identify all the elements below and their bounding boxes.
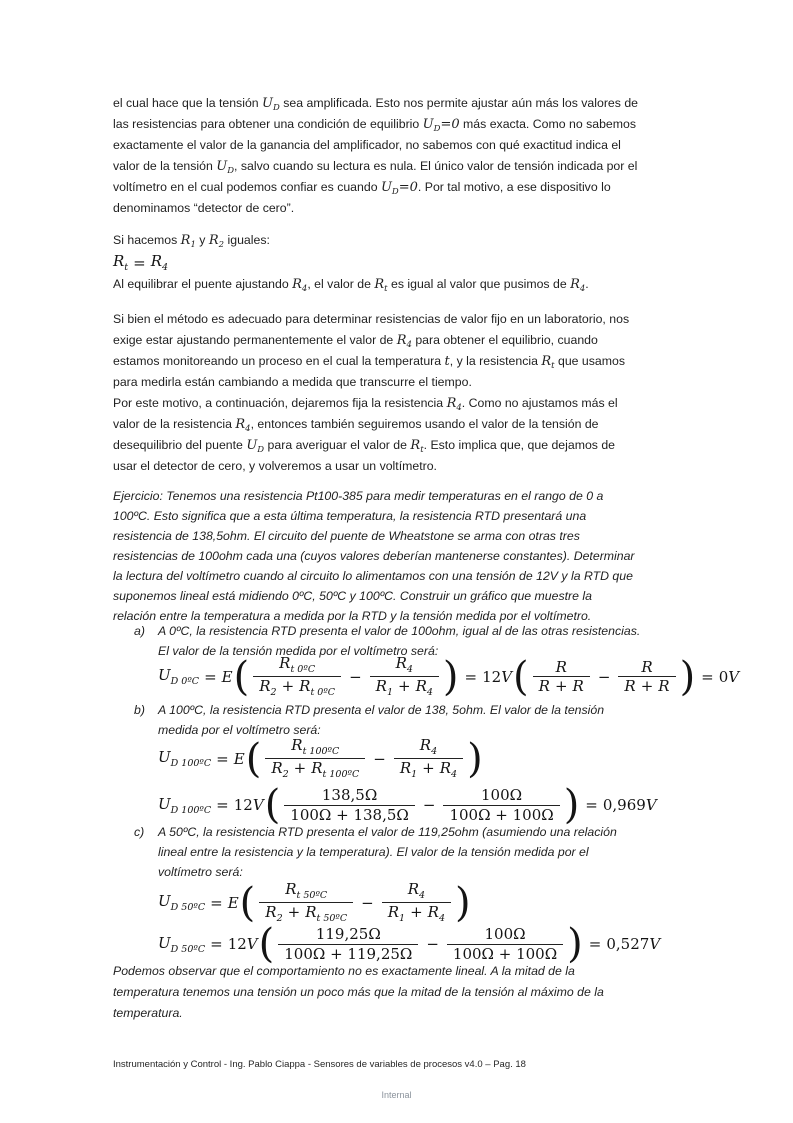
text-line bbox=[113, 982, 604, 1003]
math-text: 12 bbox=[227, 935, 247, 953]
fraction-denominator bbox=[394, 758, 463, 781]
math-text: 100Ω + 100Ω bbox=[449, 805, 554, 824]
fraction-numerator bbox=[278, 925, 418, 944]
math-symbol: $R_4$ bbox=[395, 654, 413, 675]
math-symbol: R bbox=[572, 677, 584, 696]
math-subscript: D 100ºC bbox=[170, 758, 212, 770]
fraction-denominator bbox=[253, 676, 341, 699]
text-line bbox=[113, 230, 270, 251]
text-line bbox=[113, 961, 604, 982]
inline-math: $R_t$ bbox=[374, 277, 388, 294]
text-run: . Como no ajustamos más el bbox=[461, 396, 618, 410]
text-run: El valor de la tensión medida por el voltímetro será: bbox=[158, 644, 439, 658]
text-run: A 0ºC, la resistencia RTD presenta el valor de 100ohm, igual al de las otras resistencias. bbox=[158, 624, 641, 638]
text-run: es igual al valor que pusimos de bbox=[387, 277, 571, 291]
math-subscript: t 100ºC bbox=[322, 769, 360, 781]
math-text: 100Ω + 119,25Ω bbox=[284, 944, 413, 963]
math-subscript: 4 bbox=[162, 262, 169, 273]
math-subscript: t 100ºC bbox=[302, 746, 340, 757]
math-text: = bbox=[216, 796, 229, 814]
math-symbol: $U_{D 50ºC}$ bbox=[158, 892, 206, 914]
math-symbol: $R_4$ bbox=[419, 736, 438, 757]
math-subscript: 4 bbox=[456, 403, 462, 413]
inline-math: t bbox=[444, 354, 450, 369]
fraction bbox=[284, 786, 415, 824]
math-symbol: E bbox=[221, 667, 233, 686]
text-run: , y la resistencia bbox=[449, 354, 542, 368]
math-subscript: t 0ºC bbox=[290, 664, 316, 675]
math-text: 0,969 bbox=[602, 796, 646, 814]
inline-math: $R_4$ bbox=[396, 333, 412, 350]
inline-math: $R_4$ bbox=[570, 277, 586, 294]
math-subscript: D bbox=[273, 103, 280, 113]
text-run: temperatura. bbox=[113, 1006, 183, 1020]
fraction bbox=[259, 880, 353, 926]
math-symbol: $U_{D 100ºC}$ bbox=[158, 748, 212, 770]
list-item-b bbox=[113, 700, 604, 740]
inline-math: $R_4$ bbox=[446, 396, 462, 413]
math-subscript: 4 bbox=[438, 913, 445, 925]
math-text: + bbox=[281, 677, 295, 696]
text-run: resistencia de 138,5ohm. El circuito del puente de Wheatstone se arma con otras tres bbox=[113, 529, 580, 543]
fraction bbox=[394, 736, 463, 782]
text-line bbox=[113, 114, 638, 135]
math-symbol: $R_{t 50ºC}$ bbox=[305, 903, 348, 925]
text-run: Podemos observar que el comportamiento no es exactamente lineal. A la mitad de la bbox=[113, 964, 575, 978]
fraction-denominator bbox=[265, 758, 365, 781]
text-run: usar el detector de cero, y volveremos a usar un voltímetro. bbox=[113, 459, 437, 473]
fraction bbox=[618, 658, 675, 696]
text-run: exige estar ajustando permanentemente el valor de bbox=[113, 333, 397, 347]
fraction-numerator bbox=[394, 736, 463, 758]
fraction-numerator bbox=[533, 658, 590, 677]
text-line bbox=[158, 621, 640, 641]
fraction bbox=[382, 880, 451, 926]
text-run: que usamos bbox=[554, 354, 625, 368]
math-symbol: $U_{D 0ºC}$ bbox=[158, 666, 200, 688]
parenthesis: ( bbox=[239, 879, 256, 926]
math-symbol: E bbox=[227, 893, 239, 912]
math-symbol: $R_2$ bbox=[271, 759, 289, 781]
equation-c2 bbox=[158, 922, 660, 966]
text-run: voltímetro será: bbox=[158, 865, 243, 879]
fraction-denominator bbox=[618, 676, 675, 696]
text-run: , el valor de bbox=[307, 277, 375, 291]
math-subscript: t 0ºC bbox=[310, 687, 336, 699]
text-line bbox=[113, 177, 638, 198]
math-text: = bbox=[204, 667, 217, 686]
parenthesis: ( bbox=[258, 921, 275, 967]
text-run: Si bien el método es adecuado para determinar resistencias de valor fijo en un laboratorio, nos bbox=[113, 312, 630, 326]
math-symbol: $R_4$ bbox=[407, 880, 426, 901]
text-line bbox=[113, 198, 638, 219]
classification-label: Internal bbox=[381, 1090, 412, 1100]
text-run: valor de la tensión bbox=[113, 159, 217, 173]
math-subscript: 4 bbox=[406, 340, 412, 350]
math-text: 100Ω bbox=[484, 925, 526, 943]
math-symbol: E bbox=[233, 749, 245, 768]
text-line bbox=[113, 93, 638, 114]
math-text: + bbox=[422, 759, 435, 778]
math-text: + bbox=[554, 677, 568, 696]
text-lines bbox=[113, 230, 270, 251]
list-marker: a) bbox=[134, 624, 145, 638]
parenthesis: ( bbox=[245, 735, 262, 782]
text-run: suponemos lineal está midiendo 0ºC, 50ºC y 100ºC. Construir un gráfico que muestre la bbox=[113, 589, 592, 603]
math-text: = bbox=[585, 796, 598, 814]
math-symbol: $R_{t 50ºC}$ bbox=[285, 880, 328, 901]
math-text: − bbox=[422, 796, 436, 814]
text-run: , entonces también seguiremos usando el valor de la tensión de bbox=[250, 417, 599, 431]
math-subscript: 2 bbox=[218, 240, 225, 250]
text-run: Ejercicio: Tenemos una resistencia Pt100-385 para medir temperaturas en el rango de 0 a bbox=[113, 489, 604, 503]
parenthesis: ) bbox=[467, 735, 483, 782]
equation-rt-r4 bbox=[113, 252, 168, 273]
text-line bbox=[158, 842, 617, 862]
text-line bbox=[113, 586, 635, 606]
fraction-numerator bbox=[447, 925, 563, 944]
text-run: . bbox=[585, 277, 589, 291]
text-line bbox=[113, 526, 635, 546]
inline-math: $R_1$ bbox=[180, 233, 196, 250]
fraction-denominator bbox=[533, 676, 590, 696]
math-subscript: t bbox=[124, 262, 129, 273]
math-symbol: R bbox=[624, 677, 636, 696]
paragraph-conclusion bbox=[113, 961, 604, 1024]
math-symbol: $R_{t 0ºC}$ bbox=[299, 677, 336, 699]
text-run: A 100ºC, la resistencia RTD presenta el valor de 138, 5ohm. El valor de la tensión bbox=[158, 703, 605, 717]
math-text: = bbox=[216, 749, 229, 768]
parenthesis: ( bbox=[233, 653, 250, 700]
math-symbol: $R_{t 100ºC}$ bbox=[291, 736, 340, 757]
math-text: + bbox=[287, 903, 301, 922]
text-line bbox=[113, 435, 618, 456]
math-subscript: t 50ºC bbox=[296, 890, 328, 901]
math-subscript: 4 bbox=[406, 664, 413, 675]
math-symbol: V bbox=[501, 667, 513, 686]
list-marker: c) bbox=[134, 825, 145, 839]
fraction bbox=[265, 736, 365, 782]
math-subscript: 4 bbox=[245, 424, 251, 434]
text-run: valor de la resistencia bbox=[113, 417, 236, 431]
math-text: 0,527 bbox=[606, 935, 650, 953]
text-run: exactamente el valor de la ganancia del amplificador, no sabemos con qué exactitud indica el bbox=[113, 138, 621, 152]
math-subscript: 1 bbox=[386, 687, 393, 699]
equation-c1 bbox=[158, 880, 472, 926]
text-run: y bbox=[195, 233, 209, 247]
inline-math: $U_D=0$ bbox=[380, 180, 418, 197]
fraction-numerator bbox=[284, 786, 415, 805]
math-subscript: t bbox=[420, 445, 424, 455]
math-subscript: D bbox=[257, 445, 265, 455]
fraction-numerator bbox=[253, 654, 341, 676]
math-text: + bbox=[410, 903, 423, 922]
math-text: = bbox=[210, 935, 223, 953]
text-run: denominamos “detector de cero”. bbox=[113, 201, 295, 215]
text-line bbox=[113, 156, 638, 177]
text-run: el cual hace que la tensión bbox=[113, 96, 263, 110]
text-lines bbox=[113, 309, 629, 393]
fraction bbox=[253, 654, 341, 700]
text-line bbox=[113, 351, 629, 372]
math-symbol: $U_{D 100ºC}$ bbox=[158, 794, 212, 816]
math-text: = bbox=[701, 667, 714, 686]
math-text: 100Ω bbox=[481, 786, 523, 804]
math-symbol: $R_{t 100ºC}$ bbox=[311, 759, 360, 781]
math-text: 100Ω + 100Ω bbox=[452, 944, 558, 963]
math-subscript: D 0ºC bbox=[170, 676, 200, 688]
text-run: Al equilibrar el puente ajustando bbox=[113, 277, 293, 291]
text-line bbox=[158, 862, 617, 882]
text-line bbox=[158, 822, 617, 842]
text-run: las resistencias para obtener una condición de equilibrio bbox=[113, 117, 423, 131]
paragraph-por-este-motivo bbox=[113, 393, 618, 477]
math-text: 138,5Ω bbox=[321, 786, 378, 804]
math-text: + bbox=[293, 759, 307, 778]
text-run: medida por el voltímetro será: bbox=[158, 723, 321, 737]
math-symbol: $R_4$ bbox=[439, 759, 458, 781]
math-symbol: $R_4$ bbox=[427, 903, 445, 925]
math-subscript: D 100ºC bbox=[170, 804, 212, 816]
fraction-numerator bbox=[618, 658, 675, 677]
paragraph-si-hacemos bbox=[113, 230, 270, 251]
text-line bbox=[113, 274, 589, 295]
text-lines bbox=[113, 961, 604, 1024]
math-subscript: 4 bbox=[451, 769, 458, 781]
text-run: para medirla están cambiando a medida que transcurre el tiempo. bbox=[113, 375, 472, 389]
text-line bbox=[113, 566, 635, 586]
text-run: A 50ºC, la resistencia RTD presenta el valor de 119,25ohm (asumiendo una relación bbox=[158, 825, 617, 839]
math-symbol: R bbox=[538, 677, 550, 696]
math-text: 12 bbox=[482, 667, 502, 686]
math-symbol: $R_2$ bbox=[265, 903, 283, 925]
list-marker: b) bbox=[134, 703, 145, 717]
math-symbol: $R_4$ bbox=[415, 677, 433, 699]
text-run: voltímetro en el cual podemos confiar es cuando bbox=[113, 180, 381, 194]
math-subscript: D bbox=[433, 124, 441, 134]
text-run: desequilibrio del puente bbox=[113, 438, 247, 452]
math-text: = bbox=[210, 893, 223, 912]
text-run: más exacta. Como no sabemos bbox=[459, 117, 636, 131]
text-line bbox=[113, 486, 635, 506]
math-subscript: 1 bbox=[399, 913, 406, 925]
math-text: − bbox=[597, 667, 611, 686]
text-run: , salvo cuando su lectura es nula. El único valor de tensión indicada por el bbox=[234, 159, 638, 173]
text-run: para averiguar el valor de bbox=[264, 438, 411, 452]
math-text: 100Ω + 138,5Ω bbox=[290, 805, 409, 824]
math-subscript: 2 bbox=[270, 687, 277, 699]
math-text: − bbox=[361, 893, 374, 912]
math-symbol: R bbox=[658, 677, 670, 696]
math-text: 12 bbox=[233, 796, 253, 814]
inline-math: $U_D=0$ bbox=[422, 117, 460, 134]
text-line bbox=[113, 330, 629, 351]
math-symbol: $R_{t 0ºC}$ bbox=[279, 654, 316, 675]
fraction-numerator bbox=[443, 786, 559, 805]
math-symbol: $R_t$ bbox=[113, 252, 129, 273]
math-text: − bbox=[349, 667, 362, 686]
math-text: = bbox=[464, 667, 478, 686]
text-lines bbox=[113, 486, 635, 626]
math-text: 119,25Ω bbox=[315, 925, 381, 943]
text-line bbox=[113, 506, 635, 526]
math-text: = bbox=[133, 253, 146, 272]
text-run: 100ºC. Esto significa que a esta última temperatura, la resistencia RTD presentará una bbox=[113, 509, 587, 523]
inline-math: $R_t$ bbox=[410, 438, 424, 455]
fraction bbox=[370, 654, 439, 700]
text-run: iguales: bbox=[224, 233, 270, 247]
math-symbol: V bbox=[728, 667, 740, 686]
math-subscript: 1 bbox=[411, 769, 418, 781]
list-item-c bbox=[113, 822, 617, 882]
parenthesis: ) bbox=[563, 782, 580, 828]
paragraph-intro bbox=[113, 93, 638, 219]
math-text: − bbox=[373, 749, 386, 768]
text-run: la lectura del voltímetro cuando al circuito lo alimentamos con una tensión de 12V y la RTD que bbox=[113, 569, 633, 583]
math-symbol: $U_{D 50ºC}$ bbox=[158, 933, 206, 955]
inline-math: $R_2$ bbox=[208, 233, 225, 250]
math-symbol: V bbox=[649, 935, 661, 953]
text-run: . Esto implica que, que dejamos de bbox=[423, 438, 616, 452]
text-lines bbox=[158, 700, 604, 740]
text-lines bbox=[113, 274, 589, 295]
parenthesis: ( bbox=[513, 653, 529, 700]
math-subscript: D 50ºC bbox=[170, 902, 206, 914]
math-subscript: t bbox=[384, 284, 388, 294]
text-run: relación entre la temperatura a medida por la RTD y la tensión medida por el voltímetro. bbox=[113, 609, 592, 623]
text-line bbox=[113, 546, 635, 566]
math-text: + bbox=[640, 677, 654, 696]
math-symbol: V bbox=[246, 935, 258, 953]
parenthesis: ) bbox=[679, 653, 696, 700]
text-line bbox=[113, 135, 638, 156]
fraction bbox=[278, 925, 418, 963]
text-run: resistencias de 100ohm cada una (cuyos valores deberían mantenerse constantes). Determinar bbox=[113, 549, 635, 563]
text-line bbox=[113, 1003, 604, 1024]
text-run: estamos monitoreando un proceso en el cual la temperatura bbox=[113, 354, 445, 368]
fraction-numerator bbox=[265, 736, 365, 758]
math-symbol: V bbox=[645, 796, 657, 814]
inline-math: $U_D$ bbox=[246, 438, 265, 455]
math-subscript: t 50ºC bbox=[316, 913, 348, 925]
fraction bbox=[447, 925, 563, 963]
text-run: lineal entre la resistencia y la temperatura). El valor de la tensión medida por el bbox=[158, 845, 589, 859]
equation-a bbox=[158, 654, 739, 700]
parenthesis: ) bbox=[567, 921, 583, 967]
text-line bbox=[113, 309, 629, 330]
math-subscript: 4 bbox=[301, 284, 308, 294]
math-subscript: 4 bbox=[579, 284, 586, 294]
math-symbol: $R_4$ bbox=[150, 252, 169, 273]
inline-math: $R_t$ bbox=[541, 354, 555, 371]
math-subscript: 1 bbox=[190, 240, 196, 250]
math-symbol: $R_1$ bbox=[387, 903, 406, 925]
math-symbol: R bbox=[555, 657, 567, 676]
text-lines bbox=[113, 93, 638, 219]
text-run: para obtener el equilibrio, cuando bbox=[411, 333, 598, 347]
math-subscript: 2 bbox=[276, 913, 283, 925]
text-lines bbox=[113, 393, 618, 477]
text-run: Si hacemos bbox=[113, 233, 181, 247]
math-symbol: R bbox=[641, 657, 653, 676]
math-text: + bbox=[397, 677, 411, 696]
parenthesis: ) bbox=[455, 879, 471, 926]
math-subscript: t bbox=[551, 361, 555, 371]
fraction bbox=[443, 786, 559, 824]
text-run: temperatura tenemos una tensión un poco más que la mitad de la tensión al máximo de la bbox=[113, 985, 604, 999]
math-subscript: 4 bbox=[431, 746, 438, 757]
math-subscript: 4 bbox=[426, 687, 433, 699]
text-line bbox=[113, 393, 618, 414]
math-symbol: V bbox=[252, 796, 264, 814]
math-text: = bbox=[588, 935, 602, 953]
math-symbol: $R_1$ bbox=[399, 759, 418, 781]
inline-math: $U_D$ bbox=[262, 96, 280, 113]
text-run: Por este motivo, a continuación, dejaremos fija la resistencia bbox=[113, 396, 447, 410]
math-subscript: 2 bbox=[282, 769, 289, 781]
inline-math: $R_4$ bbox=[235, 417, 251, 434]
equation-b2 bbox=[158, 783, 657, 827]
math-subscript: 4 bbox=[418, 890, 426, 901]
fraction-numerator bbox=[259, 880, 353, 902]
parenthesis: ) bbox=[442, 653, 459, 700]
math-text: 0 bbox=[718, 667, 729, 686]
paragraph-si-bien bbox=[113, 309, 629, 393]
fraction bbox=[533, 658, 590, 696]
fraction-numerator bbox=[370, 654, 439, 676]
math-symbol: $R_2$ bbox=[259, 677, 277, 699]
text-run: . Por tal motivo, a ese dispositivo lo bbox=[417, 180, 611, 194]
math-text: − bbox=[426, 935, 439, 953]
text-line bbox=[113, 414, 618, 435]
text-run: sea amplificada. Esto nos permite ajustar aún más los valores de bbox=[279, 96, 638, 110]
math-symbol: $R_1$ bbox=[375, 677, 393, 699]
inline-math: $R_4$ bbox=[292, 277, 308, 294]
text-line bbox=[113, 372, 629, 393]
fraction-denominator bbox=[370, 676, 439, 699]
math-subscript: D 50ºC bbox=[170, 943, 206, 955]
text-line bbox=[113, 456, 618, 477]
paragraph-ejercicio bbox=[113, 486, 635, 626]
text-lines bbox=[158, 822, 617, 882]
paragraph-al-equilibrar bbox=[113, 274, 589, 295]
fraction-numerator bbox=[382, 880, 451, 902]
math-subscript: D bbox=[391, 187, 399, 197]
inline-math: $U_D$ bbox=[216, 159, 235, 176]
text-line bbox=[158, 700, 604, 720]
math-subscript: D bbox=[227, 166, 235, 176]
equation-b1 bbox=[158, 736, 484, 782]
parenthesis: ( bbox=[264, 782, 281, 828]
footer-text: Instrumentación y Control - Ing. Pablo Ciappa - Sensores de variables de procesos v4.0 – Pag. 18 bbox=[113, 1059, 526, 1070]
